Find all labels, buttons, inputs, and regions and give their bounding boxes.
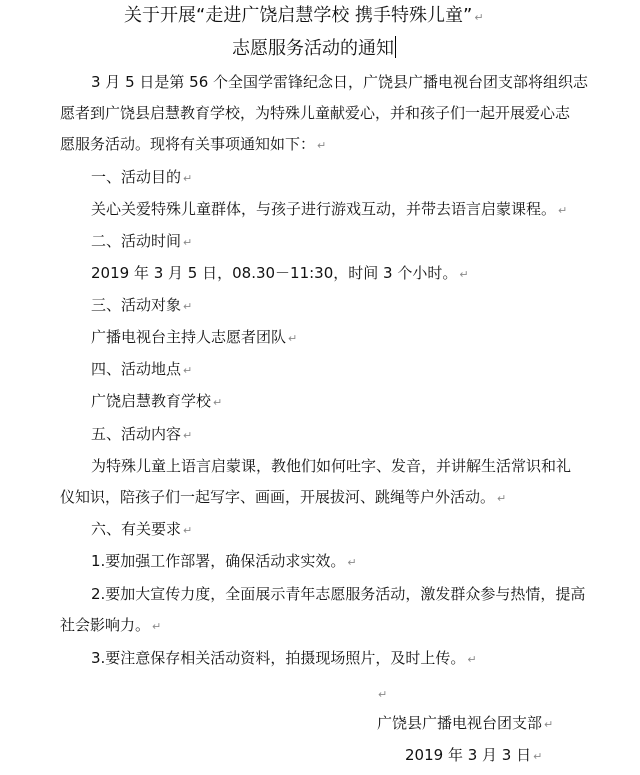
paragraph-mark-icon: ↵ bbox=[474, 11, 484, 24]
section-3-body bbox=[91, 327, 297, 349]
paragraph-mark-icon: ↵ bbox=[183, 524, 193, 537]
section-5-heading-text: 五、活动内容 bbox=[91, 425, 182, 443]
requirement-2-line-2 bbox=[60, 615, 161, 637]
title-line-2 bbox=[232, 36, 396, 61]
paragraph-mark-icon: ↵ bbox=[317, 139, 327, 152]
paragraph-mark-icon: ↵ bbox=[347, 556, 357, 569]
section-5-body-line-1: 为特殊儿童上语言启蒙课，教他们如何吐字、发音，并讲解生活常识和礼 bbox=[91, 457, 572, 475]
signature-date-text: 2019 年 3 月 3 日 bbox=[405, 746, 532, 764]
section-5-body-line-2-text: 仪知识，陪孩子们一起写字、画画，开展拔河、跳绳等户外活动。 bbox=[60, 488, 496, 506]
section-2-body bbox=[91, 263, 469, 285]
section-1-body-text: 关心关爱特殊儿童群体，与孩子进行游戏互动，并带去语言启蒙课程。 bbox=[91, 200, 557, 218]
paragraph-mark-icon: ↵ bbox=[183, 429, 193, 442]
paragraph-mark-icon: ↵ bbox=[183, 364, 193, 377]
section-4-body bbox=[91, 391, 222, 413]
section-2-heading bbox=[91, 231, 192, 253]
paragraph-mark-icon: ↵ bbox=[544, 718, 554, 731]
paragraph-mark-icon: ↵ bbox=[459, 268, 469, 281]
section-4-heading-text: 四、活动地点 bbox=[91, 360, 182, 378]
title-line-2-text: 志愿服务活动的通知 bbox=[232, 38, 394, 59]
paragraph-mark-icon: ↵ bbox=[533, 750, 543, 763]
requirement-2-line-1: 2.要加大宣传力度，全面展示青年志愿服务活动，激发群众参与热情，提高 bbox=[91, 585, 586, 603]
intro-line-2: 愿者到广饶县启慧教育学校，为特殊儿童献爱心，并和孩子们一起开展爱心志 bbox=[60, 104, 571, 122]
signature-org-text: 广饶县广播电视台团支部 bbox=[377, 714, 543, 732]
paragraph-mark-icon: ↵ bbox=[497, 492, 507, 505]
requirement-1 bbox=[91, 551, 357, 573]
section-1-heading bbox=[91, 167, 192, 189]
paragraph-mark-icon: ↵ bbox=[183, 172, 193, 185]
section-1-heading-text: 一、活动目的 bbox=[91, 168, 182, 186]
requirement-3 bbox=[91, 648, 477, 670]
requirement-3-text: 3.要注意保存相关活动资料，拍摄现场照片，及时上传。 bbox=[91, 649, 466, 667]
section-5-heading bbox=[91, 424, 192, 446]
text-cursor-caret bbox=[395, 36, 396, 58]
paragraph-mark-icon: ↵ bbox=[152, 620, 162, 633]
paragraph-mark-icon: ↵ bbox=[183, 300, 193, 313]
section-6-heading-text: 六、有关要求 bbox=[91, 520, 182, 538]
signature-date bbox=[405, 745, 542, 767]
title-line-1-text: 关于开展“走进广饶启慧学校 携手特殊儿童” bbox=[124, 5, 473, 26]
section-4-body-text: 广饶启慧教育学校 bbox=[91, 392, 212, 410]
intro-line-3-text: 愿服务活动。现将有关事项通知如下： bbox=[60, 135, 316, 153]
paragraph-mark-icon: ↵ bbox=[378, 688, 388, 701]
section-3-heading bbox=[91, 295, 192, 317]
intro-line-1: 3 月 5 日是第 56 个全国学雷锋纪念日，广饶县广播电视台团支部将组织志 bbox=[91, 73, 589, 91]
section-6-heading bbox=[91, 519, 192, 541]
section-3-body-text: 广播电视台主持人志愿者团队 bbox=[91, 328, 287, 346]
paragraph-mark-icon: ↵ bbox=[558, 204, 568, 217]
section-5-body-line-2 bbox=[60, 487, 506, 509]
signature-org bbox=[377, 713, 553, 735]
section-2-heading-text: 二、活动时间 bbox=[91, 232, 182, 250]
section-4-heading bbox=[91, 359, 192, 381]
paragraph-mark-icon: ↵ bbox=[183, 236, 193, 249]
paragraph-mark-icon: ↵ bbox=[467, 653, 477, 666]
paragraph-mark-icon: ↵ bbox=[213, 396, 223, 409]
requirement-1-text: 1.要加强工作部署，确保活动求实效。 bbox=[91, 552, 346, 570]
section-1-body bbox=[91, 199, 567, 221]
blank-paragraph bbox=[376, 683, 387, 705]
requirement-2-line-2-text: 社会影响力。 bbox=[60, 616, 151, 634]
title-line-1 bbox=[124, 4, 484, 30]
intro-line-3 bbox=[60, 134, 326, 156]
section-2-body-text: 2019 年 3 月 5 日，08.30－11:30，时间 3 个小时。 bbox=[91, 264, 458, 282]
section-3-heading-text: 三、活动对象 bbox=[91, 296, 182, 314]
paragraph-mark-icon: ↵ bbox=[288, 332, 298, 345]
